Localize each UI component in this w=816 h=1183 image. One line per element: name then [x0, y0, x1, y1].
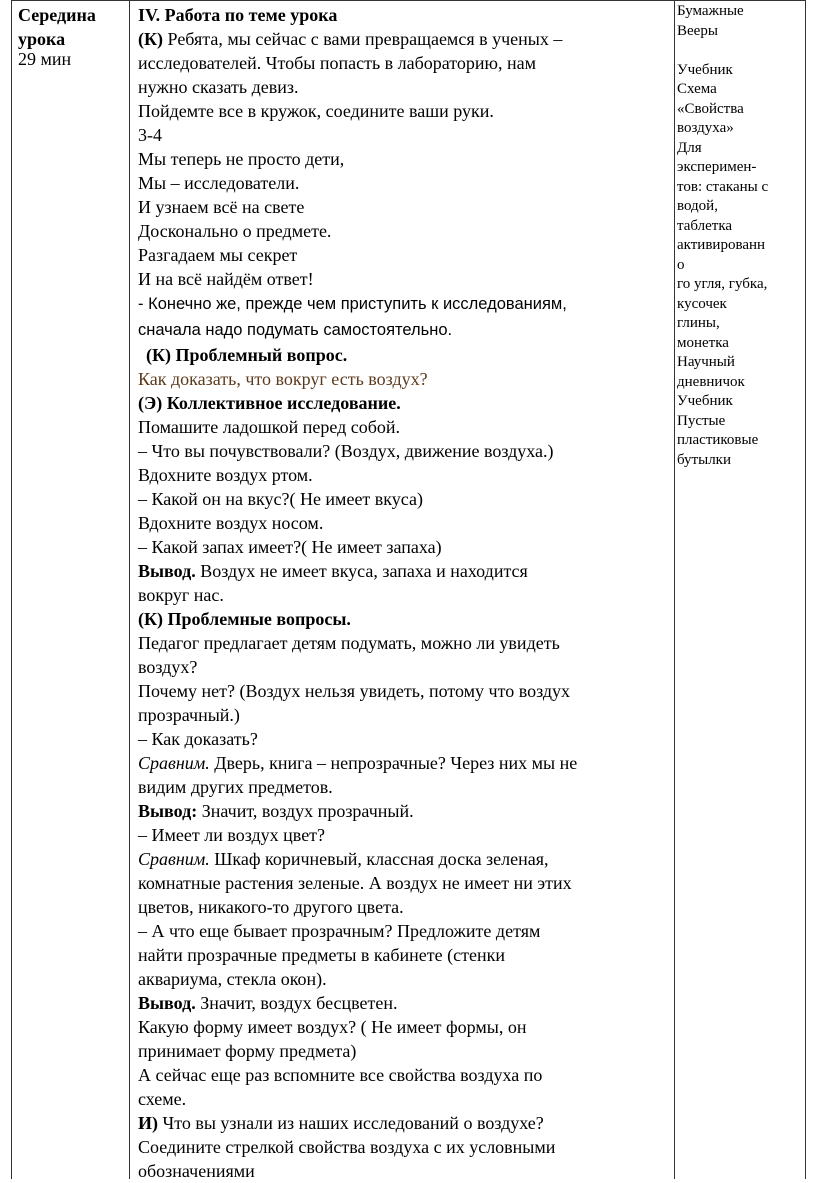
text-line: Вдохните воздух ртом. [138, 465, 313, 485]
text-line: Какую форму имеет воздух? ( Не имеет формы, он [138, 1017, 527, 1037]
label: (К) [138, 29, 164, 49]
material-line: тов: стаканы с [677, 178, 769, 195]
text-line: видим других предметов. [138, 777, 333, 797]
material-line: о [677, 256, 685, 273]
text-line: – Что вы почувствовали? (Воздух, движение воздуха.) [138, 441, 554, 461]
text-line: схеме. [138, 1089, 187, 1109]
poem-line: Мы – исследователи. [138, 173, 300, 193]
text-line: сначала надо подумать самостоятельно. [138, 321, 453, 339]
text: Ребята, мы сейчас с вами превращаемся в ученых – [163, 29, 563, 49]
text-line: комнатные растения зеленые. А воздух не имеет ни этих [138, 873, 572, 893]
text-line: Педагог предлагает детям подумать, можно ли увидеть [138, 633, 560, 653]
label: Сравним. [138, 753, 210, 773]
question-line [138, 1111, 673, 1135]
text-line: А сейчас еще раз вспомните все свойства воздуха по [138, 1065, 543, 1085]
text-line: - Конечно же, прежде чем приступить к исследованиям, [138, 295, 567, 313]
label: И) [138, 1113, 158, 1133]
material-line: дневничок [677, 373, 745, 390]
material-line: эксперимен- [677, 159, 757, 175]
text: Что вы узнали из наших исследований о воздухе? [158, 1113, 544, 1133]
material-line: Бумажные [677, 3, 744, 19]
text-line: – Имеет ли воздух цвет? [138, 825, 326, 845]
text-line: Помашите ладошкой перед собой. [138, 417, 401, 437]
text-line: аквариума, стекла окон). [138, 969, 327, 989]
stage-column [18, 3, 130, 71]
poem-line: Разгадаем мы секрет [138, 245, 298, 265]
stage-label: урока [18, 29, 66, 49]
text-line: – Как доказать? [138, 729, 258, 749]
materials-column [677, 2, 803, 470]
label: Вывод: [138, 801, 198, 821]
text: Воздух не имеет вкуса, запаха и находится [195, 561, 528, 581]
text-line: 3-4 [138, 125, 162, 145]
material-line: Учебник [677, 393, 733, 409]
text-line: исследователей. Чтобы попасть в лабораторию, нам [138, 53, 537, 73]
stage-label: Середина [18, 5, 96, 25]
material-line: Учебник [677, 61, 733, 78]
conclusion-line [138, 799, 673, 823]
poem-line: И узнаем всё на свете [138, 197, 305, 217]
text-line: принимает форму предмета) [138, 1041, 357, 1061]
text-line: Пойдемте все в кружок, соедините ваши руки. [138, 101, 494, 121]
column-divider [674, 1, 675, 1179]
material-line: кусочек [677, 295, 727, 312]
material-line: водой, [677, 198, 718, 214]
material-line: бутылки [677, 451, 731, 468]
text-line: цветов, никакого-то другого цвета. [138, 897, 404, 917]
text-line: – А что еще бывает прозрачным? Предложите детям [138, 921, 541, 941]
text-line: воздух? [138, 657, 198, 677]
problems-heading: (К) Проблемные вопросы. [138, 609, 351, 629]
text-line: Соедините стрелкой свойства воздуха с их условными [138, 1137, 556, 1157]
problem-question: Как доказать, что вокруг есть воздух? [138, 369, 428, 389]
compare-line [138, 847, 673, 871]
section-heading: IV. Работа по теме урока [138, 5, 338, 25]
conclusion-line [138, 559, 673, 583]
material-line: воздуха» [677, 120, 734, 136]
text-line: нужно сказать девиз. [138, 77, 299, 97]
material-line: глины, [677, 315, 720, 331]
text-line: – Какой запах имеет?( Не имеет запаха) [138, 537, 442, 557]
material-line: Для [677, 139, 702, 156]
column-divider [129, 1, 130, 1179]
text-line: Вдохните воздух носом. [138, 513, 324, 533]
conclusion-line [138, 991, 673, 1015]
text-line: найти прозрачные предметы в кабинете (стенки [138, 945, 505, 965]
text: Значит, воздух прозрачный. [197, 801, 414, 821]
research-heading: (Э) Коллективное исследование. [138, 393, 401, 413]
poem-line: И на всё найдём ответ! [138, 269, 314, 289]
material-line: монетка [677, 334, 729, 351]
text: Значит, воздух бесцветен. [195, 993, 398, 1013]
label: Вывод. [138, 993, 196, 1013]
text-line: вокруг нас. [138, 585, 224, 605]
problem-heading: (К) Проблемный вопрос. [146, 345, 348, 365]
text-line: – Какой он на вкус?( Не имеет вкуса) [138, 489, 423, 509]
material-line: Вееры [677, 22, 718, 39]
material-line: Схема [677, 81, 717, 97]
material-line [677, 41, 803, 61]
text-line: Почему нет? (Воздух нельзя увидеть, потому что воздух [138, 681, 571, 701]
material-line: «Свойства [677, 100, 744, 117]
material-line: Научный [677, 354, 735, 370]
text-line [138, 27, 673, 51]
label: Сравним. [138, 849, 210, 869]
material-line: пластиковые [677, 432, 759, 448]
material-line: го угля, губка, [677, 276, 768, 292]
material-line: таблетка [677, 217, 733, 234]
text: Дверь, книга – непрозрачные? Через них мы не [209, 753, 578, 773]
content-column [138, 3, 673, 1183]
text: Шкаф коричневый, классная доска зеленая, [209, 849, 549, 869]
material-line: активированн [677, 237, 766, 253]
text-line: обозначениями [138, 1161, 255, 1181]
poem-line: Мы теперь не просто дети, [138, 149, 345, 169]
duration: 29 мин [18, 49, 72, 69]
poem-line: Досконально о предмете. [138, 221, 332, 241]
label: Вывод. [138, 561, 196, 581]
material-line: Пустые [677, 412, 726, 429]
compare-line [138, 751, 673, 775]
text-line: прозрачный.) [138, 705, 240, 725]
